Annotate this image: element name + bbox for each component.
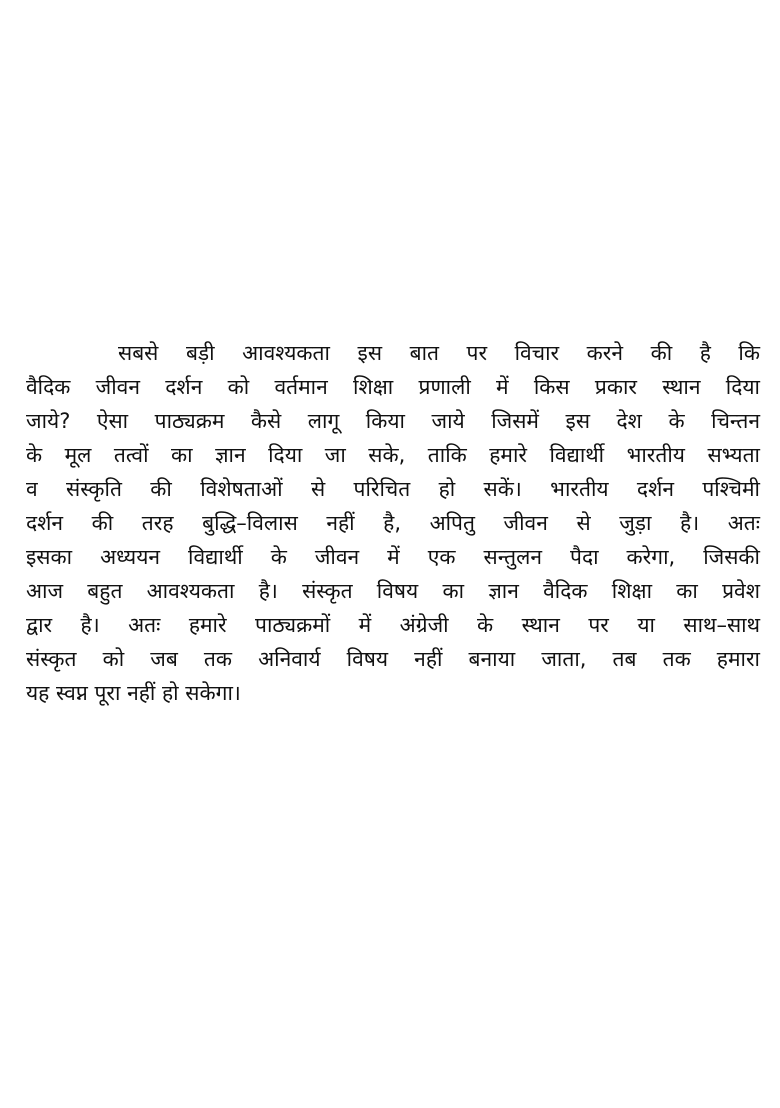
paragraph-line: आज बहुत आवश्यकता है। संस्कृत विषय का ज्ञान वैदिक शिक्षा का प्रवेश	[26, 579, 760, 603]
paragraph-line: द्वार है। अतः हमारे पाठ्यक्रमों में अंग्रेजी के स्थान पर या साथ–साथ	[26, 613, 760, 637]
paragraph-line: इसका अध्ययन विद्यार्थी के जीवन में एक सन्तुलन पैदा करेगा, जिसकी	[26, 545, 760, 569]
paragraph-line: दर्शन की तरह बुद्धि–विलास नहीं है, अपितु जीवन से जुड़ा है। अतः	[26, 511, 760, 535]
paragraph-line: वैदिक जीवन दर्शन को वर्तमान शिक्षा प्रणाली में किस प्रकार स्थान दिया	[26, 375, 760, 399]
paragraph-line: सबसे बड़ी आवश्यकता इस बात पर विचार करने की है कि	[118, 341, 760, 365]
paragraph-line: व संस्कृति की विशेषताओं से परिचित हो सकें। भारतीय दर्शन पश्चिमी	[26, 477, 760, 501]
paragraph-line: यह स्वप्न पूरा नहीं हो सकेगा।	[26, 681, 241, 705]
paragraph-line: के मूल तत्वों का ज्ञान दिया जा सके, ताकि हमारे विद्यार्थी भारतीय सभ्यता	[26, 443, 760, 467]
paragraph-line: संस्कृत को जब तक अनिवार्य विषय नहीं बनाया जाता, तब तक हमारा	[26, 647, 760, 671]
body-paragraph	[26, 336, 760, 710]
paragraph-line: जाये? ऐसा पाठ्यक्रम कैसे लागू किया जाये जिसमें इस देश के चिन्तन	[26, 409, 760, 433]
